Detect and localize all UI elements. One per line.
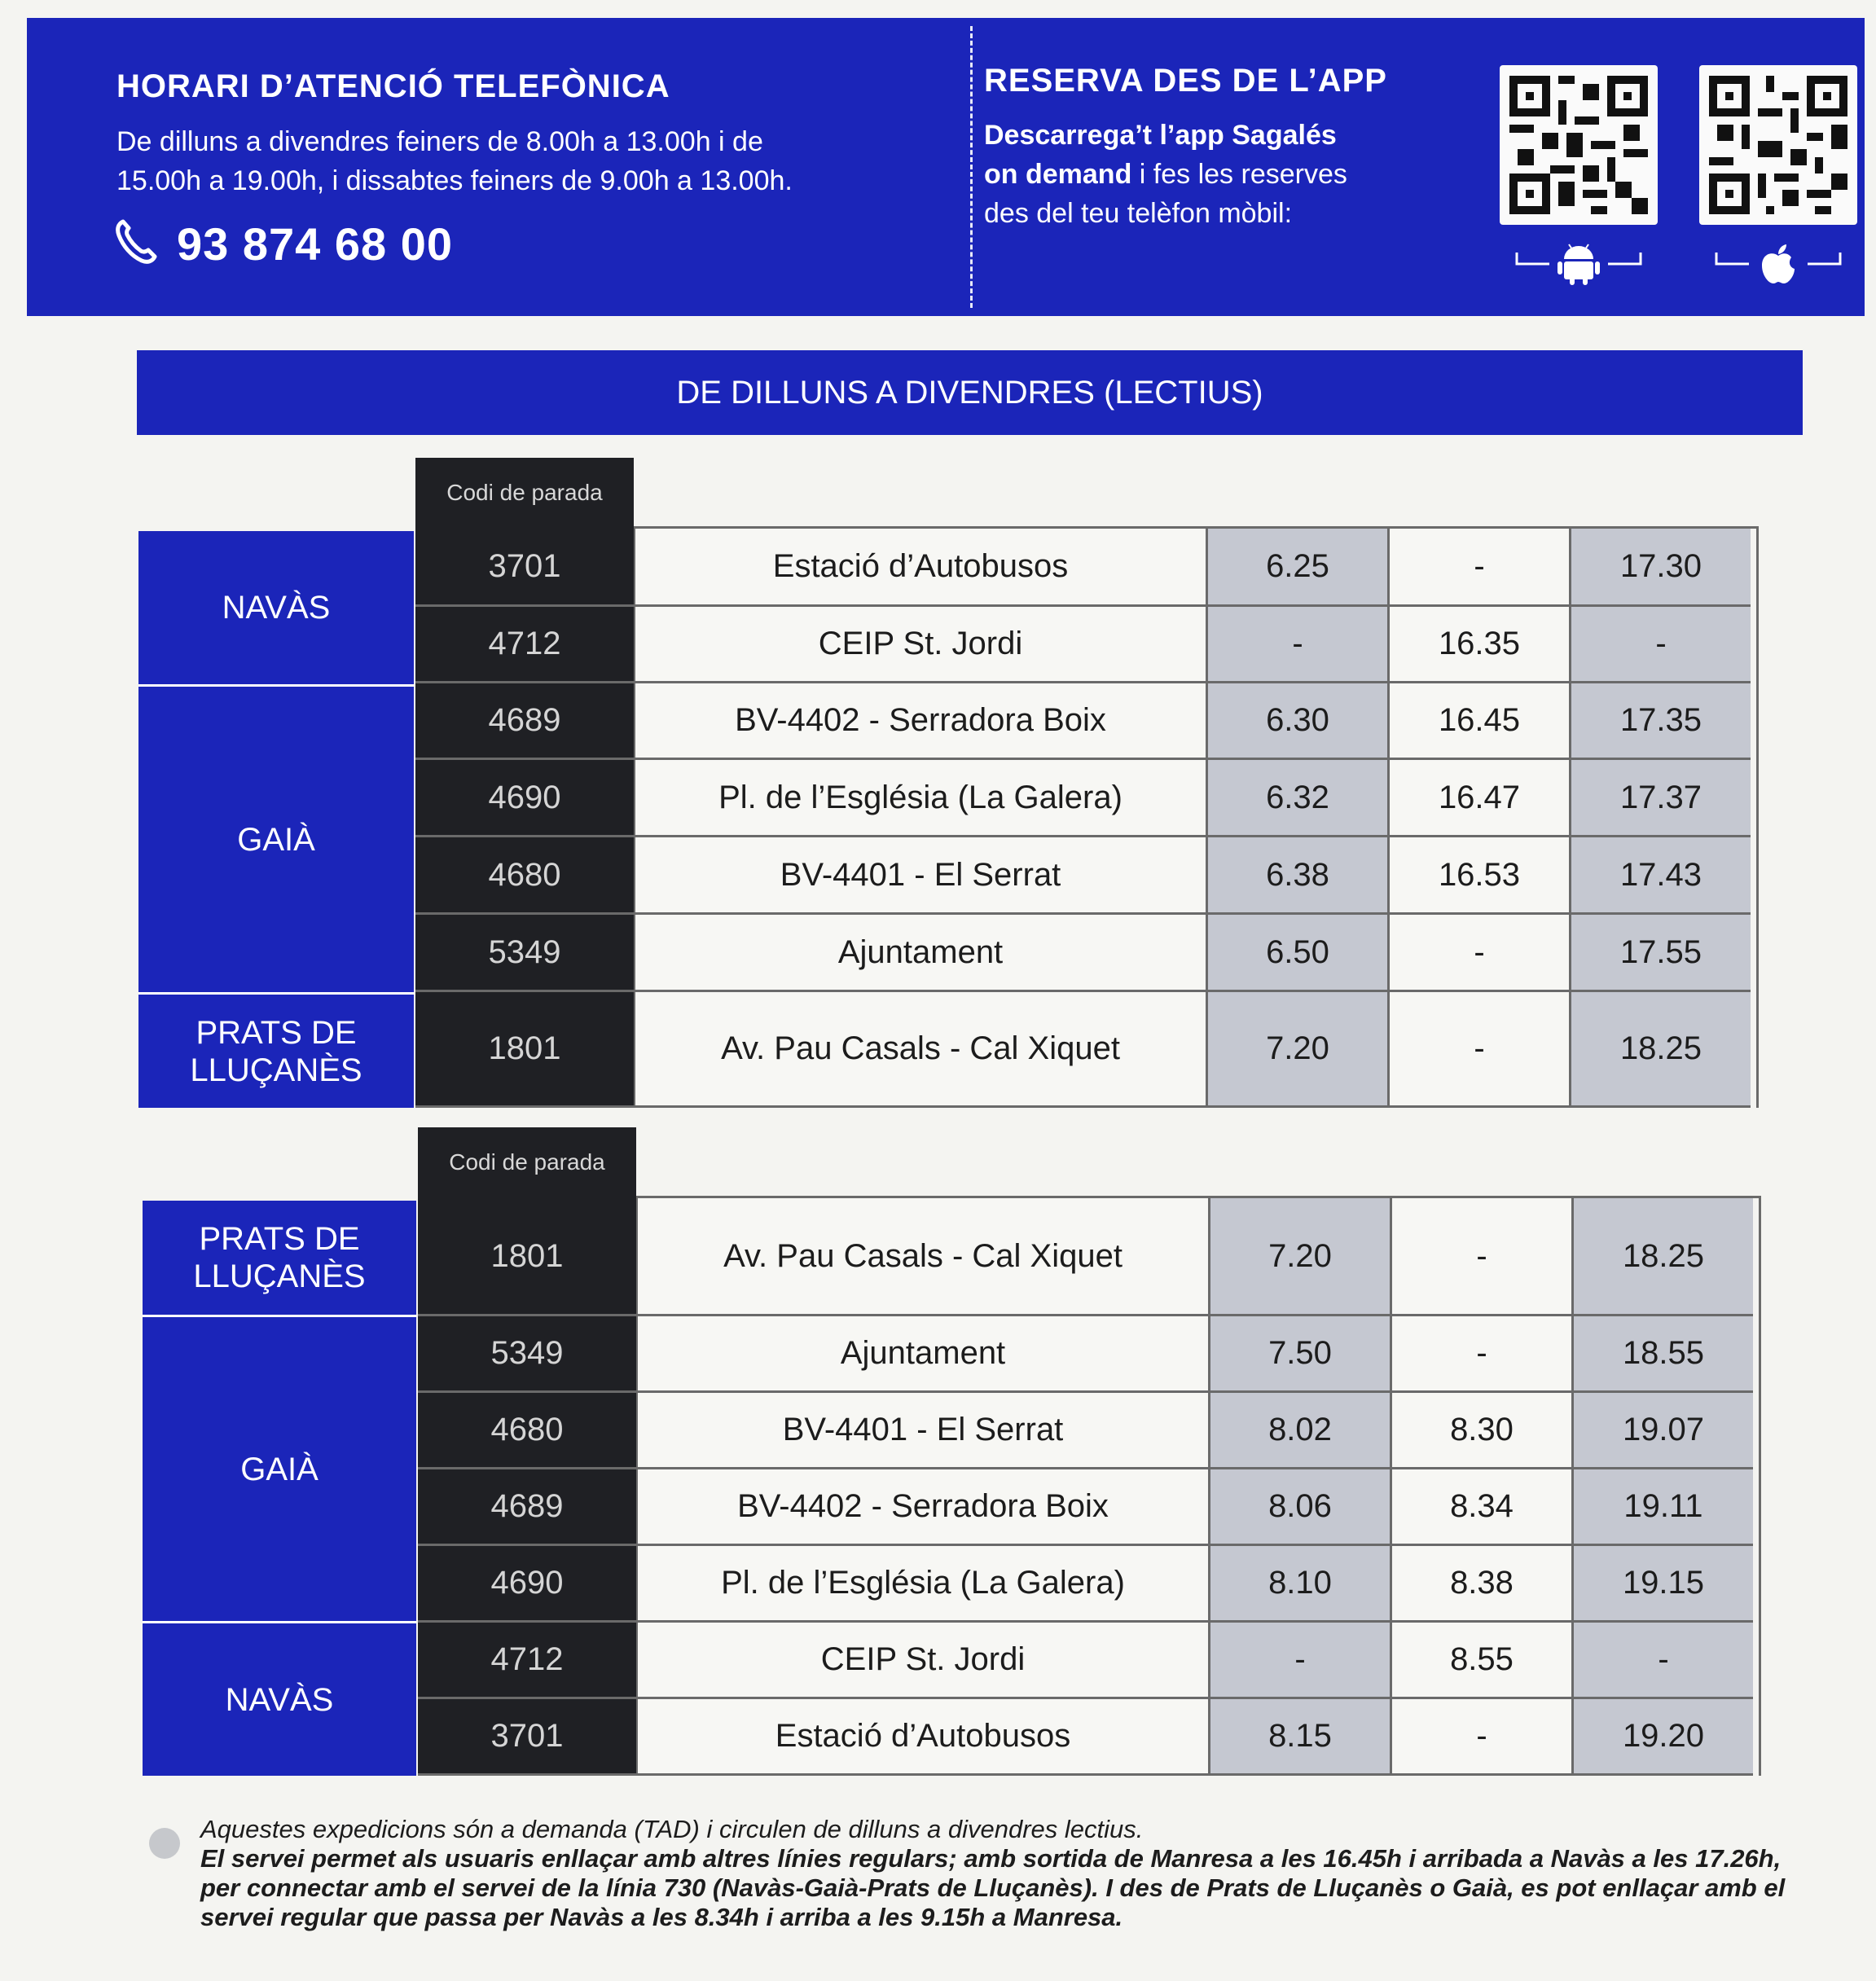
departure-time-2: 8.30 [1390, 1393, 1571, 1467]
app-title: RESERVA DES DE L’APP [984, 63, 1387, 99]
departure-time-1: 8.02 [1208, 1393, 1390, 1467]
header-banner [27, 18, 1865, 316]
departure-time-1: 7.50 [1208, 1316, 1390, 1390]
table-row [415, 683, 1751, 760]
phone-hours-title: HORARI D’ATENCIÓ TELEFÒNICA [116, 68, 670, 104]
town-navas: NAVÀS [138, 531, 414, 684]
stop-code: 5349 [490, 1335, 564, 1371]
departure-time-1: 8.15 [1208, 1699, 1390, 1773]
table-row [418, 1393, 1753, 1469]
table-row [415, 529, 1751, 607]
departure-time-3: 17.35 [1569, 683, 1751, 758]
town-prats: PRATS DE LLUÇANÈS [143, 1201, 416, 1315]
android-icon [1514, 236, 1644, 285]
town-gaia: GAIÀ [143, 1317, 416, 1621]
departure-time-1: - [1208, 1623, 1390, 1697]
stop-name: BV-4402 - Serradora Boix [636, 1469, 1208, 1544]
stop-name: CEIP St. Jordi [634, 607, 1206, 681]
stop-name: CEIP St. Jordi [636, 1623, 1208, 1697]
departure-time-3: 19.20 [1571, 1699, 1753, 1773]
qr-code-android[interactable] [1500, 65, 1658, 225]
table-row [418, 1469, 1753, 1546]
departure-time-2: - [1387, 915, 1569, 990]
town-prats: PRATS DE LLUÇANÈS [138, 995, 414, 1108]
departure-time-3: - [1569, 607, 1751, 681]
qr-code-apple[interactable] [1699, 65, 1857, 225]
stop-name: BV-4401 - El Serrat [634, 837, 1206, 912]
app-text [984, 116, 1347, 233]
app-line-2-rest: i fes les reserves [1131, 159, 1347, 190]
departure-time-2: - [1390, 1699, 1571, 1773]
hours-line-1: De dilluns a divendres feiners de 8.00h a 13.00h i de [116, 126, 763, 157]
departure-time-2: 16.53 [1387, 837, 1569, 912]
table-row [418, 1623, 1753, 1699]
departure-time-3: 18.55 [1571, 1316, 1753, 1390]
phone-row[interactable] [115, 217, 453, 270]
phone-number[interactable]: 93 874 68 00 [177, 218, 453, 270]
table-border [1759, 1196, 1761, 1776]
departure-time-1: 8.10 [1208, 1546, 1390, 1620]
departure-time-1: 6.38 [1206, 837, 1387, 912]
departure-time-3: 17.55 [1569, 915, 1751, 990]
stop-name: BV-4401 - El Serrat [636, 1393, 1208, 1467]
table-row [418, 1546, 1753, 1623]
departure-time-1: - [1206, 607, 1387, 681]
stop-code: 4680 [490, 1412, 564, 1447]
app-line-2-bold: on demand [984, 159, 1132, 190]
departure-time-2: - [1387, 992, 1569, 1105]
table-row [415, 915, 1751, 992]
stop-name: Ajuntament [636, 1316, 1208, 1390]
departure-time-2: 8.55 [1390, 1623, 1571, 1697]
departure-time-2: 8.38 [1390, 1546, 1571, 1620]
departure-time-1: 6.32 [1206, 760, 1387, 835]
stop-name: Av. Pau Casals - Cal Xiquet [636, 1198, 1208, 1314]
stop-code: 3701 [488, 548, 561, 584]
stop-name: Estació d’Autobusos [634, 529, 1206, 604]
departure-time-3: 17.43 [1569, 837, 1751, 912]
table-row [418, 1198, 1753, 1316]
stop-name: Ajuntament [634, 915, 1206, 990]
stop-name: Av. Pau Casals - Cal Xiquet [634, 992, 1206, 1105]
departure-time-1: 6.30 [1206, 683, 1387, 758]
departure-time-2: - [1390, 1198, 1571, 1314]
departure-time-3: 19.07 [1571, 1393, 1753, 1467]
table-border [1756, 526, 1759, 1108]
departure-time-2: 8.34 [1390, 1469, 1571, 1544]
departure-time-1: 7.20 [1206, 992, 1387, 1105]
stop-code: 4712 [490, 1641, 564, 1677]
footnote-line-1: Aquestes expedicions són a demanda (TAD) i circulen de dilluns a divendres lectius. [200, 1815, 1144, 1843]
apple-icon [1713, 236, 1843, 285]
table-row [415, 992, 1751, 1108]
stop-code: 5349 [488, 933, 561, 970]
stop-code: 3701 [490, 1718, 564, 1754]
header-divider [970, 26, 973, 308]
departure-time-2: 16.45 [1387, 683, 1569, 758]
table-row [418, 1699, 1753, 1776]
town-navas: NAVÀS [143, 1623, 416, 1776]
stop-name: Pl. de l’Església (La Galera) [634, 760, 1206, 835]
phone-icon [115, 219, 157, 269]
departure-time-2: 16.35 [1387, 607, 1569, 681]
stop-code: 4712 [488, 626, 561, 661]
stop-code: 1801 [490, 1237, 564, 1274]
stop-code: 4690 [490, 1565, 564, 1601]
footnote [200, 1815, 1789, 1932]
departure-time-3: 19.15 [1571, 1546, 1753, 1620]
app-line-1: Descarrega’t l’app Sagalés [984, 120, 1337, 151]
table-row [418, 1316, 1753, 1393]
departure-time-1: 6.50 [1206, 915, 1387, 990]
departure-time-3: 18.25 [1569, 992, 1751, 1105]
departure-time-3: 19.11 [1571, 1469, 1753, 1544]
departure-time-3: 17.37 [1569, 760, 1751, 835]
stop-name: Pl. de l’Església (La Galera) [636, 1546, 1208, 1620]
table-row [415, 607, 1751, 683]
phone-hours-text [116, 122, 793, 200]
table-row [415, 837, 1751, 915]
departure-time-1: 7.20 [1208, 1198, 1390, 1314]
table-row [415, 760, 1751, 837]
departure-time-2: 16.47 [1387, 760, 1569, 835]
stop-code: 1801 [488, 1030, 561, 1066]
departure-time-1: 8.06 [1208, 1469, 1390, 1544]
departure-time-3: - [1571, 1623, 1753, 1697]
departure-time-2: - [1390, 1316, 1571, 1390]
app-line-3: des del teu telèfon mòbil: [984, 198, 1293, 229]
stop-code: 4689 [490, 1488, 564, 1524]
stop-name: BV-4402 - Serradora Boix [634, 683, 1206, 758]
town-gaia: GAIÀ [138, 687, 414, 992]
stop-code: 4690 [488, 779, 561, 815]
stop-code: 4689 [488, 702, 561, 738]
departure-time-3: 18.25 [1571, 1198, 1753, 1314]
stop-code: 4680 [488, 856, 561, 893]
note-bullet-icon [149, 1828, 180, 1859]
departure-time-2: - [1387, 529, 1569, 604]
code-column-header: Codi de parada [415, 458, 634, 528]
departure-time-1: 6.25 [1206, 529, 1387, 604]
stop-name: Estació d’Autobusos [636, 1699, 1208, 1773]
departure-time-3: 17.30 [1569, 529, 1751, 604]
section-title: DE DILLUNS A DIVENDRES (LECTIUS) [137, 350, 1803, 435]
code-column-header: Codi de parada [418, 1127, 636, 1197]
footnote-line-2: El servei permet als usuaris enllaçar amb altres línies regulars; amb sortida de Manresa a les 16.45h i arribada a Navàs a les 17.26h, per connectar amb el servei de la línia 730 (Navàs-Gaià-Prats de Lluçanès). I des de Prats de Lluçanès o Gaià, es pot enllaçar amb el servei regular que passa per Navàs a les 8.34h i arriba a les 9.15h a Manresa. [200, 1844, 1786, 1931]
hours-line-2: 15.00h a 19.00h, i dissabtes feiners de 9.00h a 13.00h. [116, 165, 793, 196]
app-line-2 [984, 155, 1347, 194]
